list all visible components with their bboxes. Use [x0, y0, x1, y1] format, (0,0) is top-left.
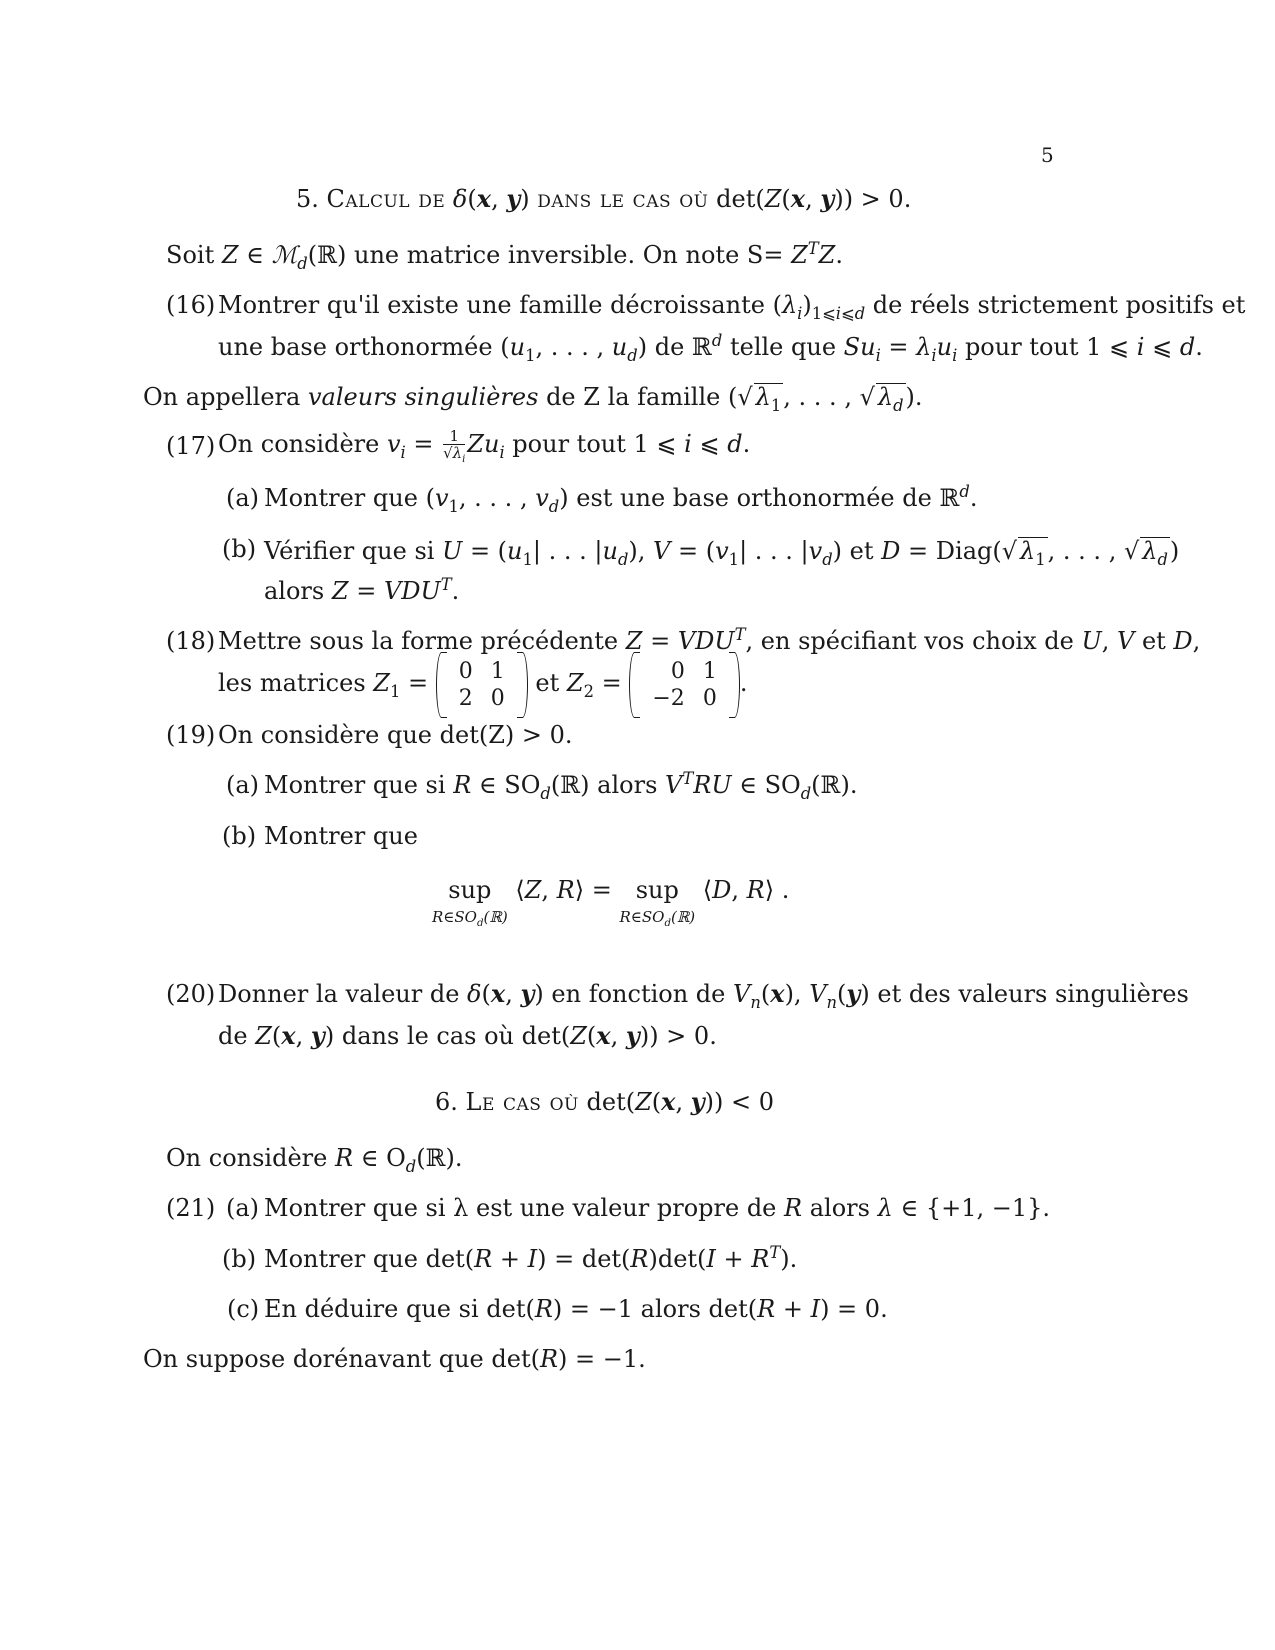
q17b-d: D = Diag(√ $\lambda_1$, . . . , √ $\lambda_d$)	[881, 537, 1180, 569]
q20-text-4: de	[218, 1022, 248, 1050]
q21-intro-text: On considère	[166, 1144, 328, 1172]
q17b-et: et	[849, 537, 874, 565]
q16-lambda-family: $(\lambda_i)_{1⩽i⩽d}$	[772, 291, 866, 323]
q18-svd: $Z = VDU^T$	[625, 625, 746, 655]
q17a-text: Montrer que	[264, 484, 418, 512]
z1-cell: 0	[458, 658, 473, 684]
q17-text: On considère	[218, 430, 380, 459]
q20-z: Z(x, y)	[255, 1021, 335, 1050]
q21c-text: En déduire que si	[264, 1295, 479, 1323]
q16-text-3: une base orthonormée	[218, 333, 493, 361]
q21a-set: λ ∈ {+1, −1}.	[877, 1194, 1051, 1222]
q16-text-6: pour tout	[964, 333, 1079, 361]
q21-intro	[166, 1144, 463, 1176]
q17b-text: Vérifier que si	[264, 537, 435, 565]
q17b-label: (b)	[222, 535, 257, 563]
q21c-result: det(R + I) = 0.	[708, 1295, 888, 1323]
q20-vn: $V_n(x)$, $V_n(y)$	[733, 979, 870, 1012]
q17a-text-2: est une base orthonormée de	[576, 484, 932, 512]
q21b-line	[264, 1243, 798, 1273]
q21a-line	[264, 1196, 1050, 1220]
section-6-number: 6.	[435, 1088, 458, 1116]
q21c-alors: alors	[640, 1295, 701, 1323]
q21a-r: R	[784, 1194, 803, 1222]
z2-cell: 0	[702, 685, 717, 711]
q20-delta: δ(x, y)	[467, 979, 544, 1008]
intro-text: une matrice inversible. On note S=	[354, 241, 784, 269]
q20-condition: det(Z(x, y)) > 0.	[521, 1021, 717, 1050]
q16-text-4: de	[654, 333, 685, 361]
z1-cell: 2	[458, 685, 473, 711]
q18-text-1: Mettre sous la forme précédente	[218, 627, 619, 655]
q21c-det: det(R) = −1	[486, 1295, 634, 1323]
page-number: 5	[1041, 143, 1054, 167]
final-line	[143, 1347, 646, 1371]
intro-soit: Soit	[166, 241, 215, 269]
section-5-title-2: dans le cas où	[537, 185, 709, 213]
q18-et: et	[535, 669, 560, 697]
def-text-1: On appellera	[143, 383, 301, 411]
q18-uvd: U, V et D,	[1081, 627, 1201, 655]
q16-text-5: telle que	[729, 333, 837, 361]
intro-formula: Z ∈ ℳ$_d$(ℝ)	[221, 241, 347, 273]
q17-number: (17)	[166, 432, 216, 460]
q21-number: (21)	[166, 1194, 216, 1222]
q16-basis: ($u_1$, . . . , $u_d$)	[500, 333, 648, 365]
z2-cell: 0	[670, 658, 685, 684]
q16-line-2	[218, 331, 1203, 365]
q17-line	[218, 427, 751, 466]
q17b-u: $U = (u_1|$ . . . $|u_d$), $V = (v_1|$ . . . $|v_d$)	[442, 537, 843, 569]
q17a-label: (a)	[226, 484, 260, 512]
final-text: On suppose dorénavant que	[143, 1345, 484, 1373]
q17a-rd: ℝ$^d$.	[939, 482, 978, 512]
section-5-heading	[296, 184, 912, 213]
singular-values-definition	[143, 383, 923, 415]
q20-text-1: Donner la valeur de	[218, 980, 460, 1008]
q17b-alors: alors	[264, 577, 325, 605]
q19b-label: (b)	[222, 822, 257, 850]
def-term: valeurs singulières	[307, 383, 539, 411]
intro-line	[166, 239, 843, 273]
def-family: (√ $\lambda_1$, . . . , √ $\lambda_d$).	[728, 383, 923, 415]
q21a-label: (a)	[226, 1194, 260, 1222]
q21b-label: (b)	[222, 1245, 257, 1273]
final-det: det(R) = −1.	[491, 1345, 646, 1373]
q16-number: (16)	[166, 291, 216, 319]
q17b-line-1	[264, 537, 1180, 569]
q19a-r: R ∈ $SO_d(ℝ)$	[453, 771, 590, 803]
q18-text-2: , en spécifiant vos choix de	[745, 627, 1074, 655]
q19a-alors: alors	[597, 771, 658, 799]
q21a-alors: alors	[809, 1194, 870, 1222]
section-6-heading	[435, 1087, 775, 1116]
def-text-2: de Z la famille	[546, 383, 721, 411]
q19-number: (19)	[166, 721, 216, 749]
q18-z2-label: $Z_2$ =	[566, 669, 622, 701]
q17b-svd: $Z = VDU^T$.	[331, 575, 460, 605]
section-5-number: 5.	[296, 185, 319, 213]
section-5-title: Calcul de	[326, 185, 446, 213]
q21c-line	[264, 1297, 888, 1321]
q19a-line	[264, 769, 858, 803]
q16-text-1: Montrer qu'il existe une famille décroissante	[218, 291, 765, 319]
q19a-label: (a)	[226, 771, 260, 799]
q19b-text: Montrer que	[264, 822, 418, 850]
q17a-family: ($v_1$, . . . , $v_d$)	[425, 484, 569, 516]
section-5-condition: det(Z(x, y)) > 0.	[716, 184, 912, 213]
q16-range: 1 ⩽ i ⩽ d.	[1086, 333, 1203, 361]
q17-formula: $v_i$ = $\frac{1}{√\lambda_i}$ $Zu_i$	[386, 427, 505, 466]
q18-matrix-z1	[436, 658, 528, 712]
q18-number: (18)	[166, 627, 216, 655]
q20-text-3: et des valeurs singulières	[877, 980, 1189, 1008]
q17b-line-2	[264, 575, 460, 605]
q16-eigen: $Su_i = \lambda_iu_i$	[843, 333, 958, 365]
q18-text-3: les matrices	[218, 669, 366, 697]
q21b-formula: $\det(R + I) = \det(R)\det(I + R^T)$.	[425, 1243, 798, 1273]
q17-text-2: pour tout	[512, 430, 626, 459]
q20-text-5: dans le cas où	[341, 1022, 515, 1050]
q17a-line	[264, 482, 978, 516]
q16-text-2: de réels strictement positifs et	[872, 291, 1246, 319]
q18-matrix-z2	[629, 658, 739, 712]
q16-line-1	[218, 291, 1246, 323]
q17-range: 1 ⩽ i ⩽ d.	[633, 430, 751, 459]
q18-z1-label: $Z_1$ =	[373, 669, 429, 701]
z1-cell: 1	[490, 658, 505, 684]
intro-s-def: $Z^TZ$.	[791, 239, 843, 269]
section-6-title: Le cas où	[465, 1088, 579, 1116]
q20-text-2: en fonction de	[551, 980, 726, 1008]
section-6-condition: det(Z(x, y)) < 0	[586, 1087, 775, 1116]
q20-line-1	[218, 979, 1189, 1012]
q18-line-1	[218, 625, 1201, 655]
q18-line-2: les matrices $Z_1$ = 0 1 2 0 et $Z_2$ = 0 1 −2 0 .	[218, 658, 748, 711]
q19b-equation: sup $R\in SO_d(ℝ)$ ⟨Z, R⟩ = sup $R\in SO_d(ℝ)$ ⟨D, R⟩ .	[432, 876, 790, 929]
q19a-text: Montrer que si	[264, 771, 446, 799]
z2-cell: −2	[652, 685, 685, 711]
q20-number: (20)	[166, 980, 216, 1008]
z2-cell: 1	[702, 658, 717, 684]
q21c-label: (c)	[227, 1295, 260, 1323]
q19-text: On considère que det(Z) > 0.	[218, 721, 573, 749]
q21-intro-r: R ∈ $O_d(ℝ)$.	[334, 1144, 463, 1176]
section-5-formula: δ(x, y)	[452, 184, 530, 213]
q21a-text: Montrer que si λ est une valeur propre de	[264, 1194, 777, 1222]
z1-cell: 0	[490, 685, 505, 711]
q19a-vru: $V^TRU$ ∈ $SO_d(ℝ)$.	[665, 769, 858, 803]
q20-line-2	[218, 1021, 717, 1050]
q16-rd: ℝ$^d$	[691, 331, 723, 361]
q21b-text: Montrer que	[264, 1245, 418, 1273]
